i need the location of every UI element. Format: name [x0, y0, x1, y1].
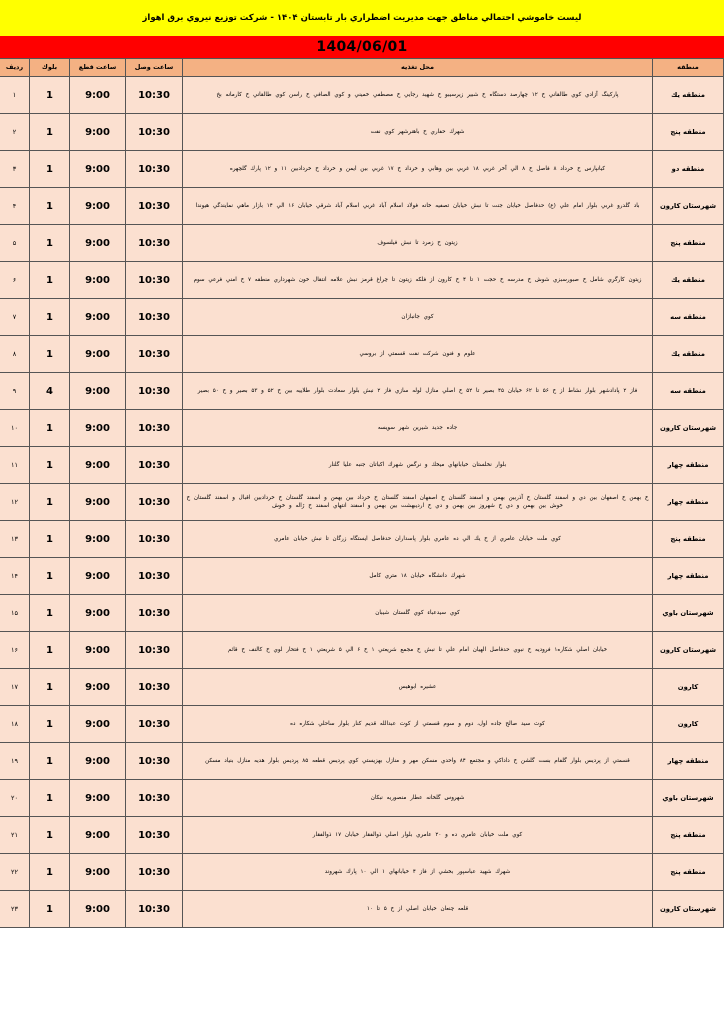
cell-region: شهرستان كارون — [653, 632, 724, 669]
cell-outage-time: 9:00 — [70, 373, 126, 410]
cell-outage-time: 9:00 — [70, 336, 126, 373]
cell-region: منطقه سه — [653, 299, 724, 336]
cell-region: منطقه چهار — [653, 743, 724, 780]
cell-region: منطقه يك — [653, 336, 724, 373]
cell-row-index: ۹ — [0, 373, 30, 410]
cell-location: زيتون كارگري شامل خ صبورسبزي شوش خ مدرسه خ حجت ۱ تا ۴ خ كارون از فلكه زيتون تا چراغ قرمز نبش علامه انتقال خون شهرداري منطقه ۷ خ امني فرعي سوم — [183, 262, 653, 299]
cell-outage-time: 9:00 — [70, 558, 126, 595]
cell-block: 4 — [30, 373, 70, 410]
table-row — [0, 669, 724, 706]
cell-row-index: ۱۵ — [0, 595, 30, 632]
cell-restore-time: 10:30 — [126, 817, 183, 854]
cell-row-index: ۷ — [0, 299, 30, 336]
cell-outage-time: 9:00 — [70, 447, 126, 484]
column-header-radif: رديف — [0, 59, 30, 77]
column-header-vasl: ساعت وصل — [126, 59, 183, 77]
cell-outage-time: 9:00 — [70, 891, 126, 928]
cell-location: فاز ۲ پادادشهر بلوار نشاط از خ ۵۶ تا ۶۲ خيابان ۴۵ بصير تا ۵۲ خ اصلي منازل لوله سازي فاز ۲ نبش بلوار سعادت بلوار طلاييه بين خ ۵۲ و ۵۳ بصير و خ ۵۰ بصير — [183, 373, 653, 410]
cell-outage-time: 9:00 — [70, 299, 126, 336]
cell-restore-time: 10:30 — [126, 262, 183, 299]
cell-region: شهرستان كارون — [653, 891, 724, 928]
cell-region: شهرستان باوي — [653, 595, 724, 632]
cell-row-index: ۱۹ — [0, 743, 30, 780]
cell-block: 1 — [30, 743, 70, 780]
cell-restore-time: 10:30 — [126, 410, 183, 447]
cell-row-index: ۸ — [0, 336, 30, 373]
cell-outage-time: 9:00 — [70, 780, 126, 817]
cell-location: جاده جديد شيرين شهر سويسه — [183, 410, 653, 447]
cell-region: منطقه پنج — [653, 225, 724, 262]
cell-block: 1 — [30, 336, 70, 373]
cell-restore-time: 10:30 — [126, 780, 183, 817]
table-row — [0, 484, 724, 521]
cell-outage-time: 9:00 — [70, 817, 126, 854]
table-row — [0, 521, 724, 558]
cell-block: 1 — [30, 447, 70, 484]
cell-row-index: ۲۳ — [0, 891, 30, 928]
cell-region: كارون — [653, 706, 724, 743]
cell-region: شهرستان كارون — [653, 188, 724, 225]
cell-row-index: ۱۶ — [0, 632, 30, 669]
cell-region: منطقه سه — [653, 373, 724, 410]
cell-row-index: ۱۴ — [0, 558, 30, 595]
cell-region: منطقه يك — [653, 77, 724, 114]
cell-location: علوم و فنون شركت نفت قسمتي از بروسي — [183, 336, 653, 373]
cell-block: 1 — [30, 780, 70, 817]
cell-outage-time: 9:00 — [70, 854, 126, 891]
cell-restore-time: 10:30 — [126, 632, 183, 669]
cell-restore-time: 10:30 — [126, 743, 183, 780]
cell-location: كيانپارس خ خرداد ۸ فاصل خ ۸ الي آخر غربي ۱۸ غربي بين وهابي و خرداد خ ۱۷ غربي بين ايمن و خرداد خ خردادبين ۱۱ و ۱۲ پارك گلچهره — [183, 151, 653, 188]
cell-region: منطقه دو — [653, 151, 724, 188]
cell-row-index: ۲۱ — [0, 817, 30, 854]
cell-region: منطقه يك — [653, 262, 724, 299]
table-row — [0, 336, 724, 373]
cell-outage-time: 9:00 — [70, 743, 126, 780]
cell-restore-time: 10:30 — [126, 854, 183, 891]
table-row — [0, 188, 724, 225]
cell-row-index: ۲ — [0, 114, 30, 151]
cell-outage-time: 9:00 — [70, 225, 126, 262]
cell-restore-time: 10:30 — [126, 77, 183, 114]
cell-region: منطقه پنج — [653, 114, 724, 151]
cell-block: 1 — [30, 595, 70, 632]
cell-location: قلعه چنعان خيابان اصلي از خ ۵ تا ۱۰ — [183, 891, 653, 928]
cell-region: منطقه پنج — [653, 854, 724, 891]
cell-block: 1 — [30, 151, 70, 188]
cell-restore-time: 10:30 — [126, 484, 183, 521]
cell-outage-time: 9:00 — [70, 669, 126, 706]
cell-location: كوت سيد صالح جاده اول، دوم و سوم قسمتي از كوت عبدالله قديم كنار بلوار ساحلي شكاره ده — [183, 706, 653, 743]
cell-location: كوي جانبازان — [183, 299, 653, 336]
cell-block: 1 — [30, 77, 70, 114]
cell-block: 1 — [30, 854, 70, 891]
cell-outage-time: 9:00 — [70, 484, 126, 521]
cell-block: 1 — [30, 114, 70, 151]
table-row — [0, 632, 724, 669]
cell-location: باد گلدرو غربي بلوار امام علي (ع) حدفاصل خيابان جنت تا نبش خيابان تصفيه خانه فولاد اسلام آباد غربي اسلام آباد شرقي خيابان ۱۶ الي ۱۴ بازار ماهي نمايندگي هيوندا — [183, 188, 653, 225]
table-row — [0, 77, 724, 114]
cell-location: كوي سيدعباء كوي گلستان شيبان — [183, 595, 653, 632]
cell-block: 1 — [30, 558, 70, 595]
cell-outage-time: 9:00 — [70, 151, 126, 188]
column-header-mahal: محل تغذيه — [183, 59, 653, 77]
outage-table — [0, 58, 724, 928]
table-row — [0, 595, 724, 632]
table-row — [0, 262, 724, 299]
cell-block: 1 — [30, 225, 70, 262]
table-row — [0, 151, 724, 188]
cell-region: منطقه چهار — [653, 447, 724, 484]
title-banner — [0, 0, 724, 36]
cell-location: كوي ملت خيابان عامري از خ يك الي ده عامري بلوار پاسداران حدفاصل ايستگاه زرگان تا نبش خيابان عامري — [183, 521, 653, 558]
cell-outage-time: 9:00 — [70, 77, 126, 114]
cell-block: 1 — [30, 706, 70, 743]
cell-outage-time: 9:00 — [70, 595, 126, 632]
cell-location: پاركينگ آزادي كوي طالقاني خ ۱۲ چهارصد دستگاه خ شبير زيرسيبو خ شهيد رجايي خ مصطفي خميني و كوي الصافي خ راسن كوي طالقاني خ كارمانه بخ — [183, 77, 653, 114]
cell-restore-time: 10:30 — [126, 336, 183, 373]
cell-region: شهرستان كارون — [653, 410, 724, 447]
cell-row-index: ۱۲ — [0, 484, 30, 521]
cell-restore-time: 10:30 — [126, 151, 183, 188]
table-row — [0, 558, 724, 595]
cell-restore-time: 10:30 — [126, 447, 183, 484]
cell-location: شهرك شهيد عباسپور بخشي از فاز ۴ خيابانهاي ۱ الي ۱۰ پارك شهروند — [183, 854, 653, 891]
table-row — [0, 743, 724, 780]
table-row — [0, 817, 724, 854]
table-row — [0, 706, 724, 743]
cell-location: شهرك دانشگاه خيابان ۱۸ متري كامل — [183, 558, 653, 595]
cell-location: خ بهمن خ اصفهان بين دي و اسفند گلستان خ آذربين بهمن و اسفند گلستان خ اصفهان اسفند گلستان خ خرداد بين بهمن و اسفند گلستان خ خردادبين اقبال و اسفند گلستان خ خوش بين بهمن و دي خ شهروز بين بهمن و دي خ ارديبهشت بين بهمن و اسفند انتهاي اسفند خ ژاله و خوش — [183, 484, 653, 521]
cell-row-index: ۱۱ — [0, 447, 30, 484]
cell-row-index: ۱۷ — [0, 669, 30, 706]
table-body — [0, 77, 724, 928]
cell-row-index: ۵ — [0, 225, 30, 262]
cell-row-index: ۳ — [0, 151, 30, 188]
column-header-mantaghe: منطقه — [653, 59, 724, 77]
page-title: ليست خاموشي احتمالي مناطق جهت مديريت اضطراري بار تابستان ۱۴۰۴ - شركت توزيع نيروي برق اهواز — [142, 13, 582, 23]
table-row — [0, 410, 724, 447]
cell-restore-time: 10:30 — [126, 706, 183, 743]
cell-block: 1 — [30, 299, 70, 336]
table-row — [0, 891, 724, 928]
cell-block: 1 — [30, 262, 70, 299]
cell-restore-time: 10:30 — [126, 595, 183, 632]
cell-block: 1 — [30, 632, 70, 669]
cell-outage-time: 9:00 — [70, 706, 126, 743]
cell-location: شهروس گلخانه عطار منصوريه نبكان — [183, 780, 653, 817]
cell-block: 1 — [30, 188, 70, 225]
cell-location: بلوار نخلستان خيابانهاي ميخك و نرگس شهرك اكباتان جنبه عليا گلنار — [183, 447, 653, 484]
cell-row-index: ۲۲ — [0, 854, 30, 891]
cell-row-index: ۱۰ — [0, 410, 30, 447]
cell-location: كوي ملت خيابان عامري ده و ۲۰ عامري بلوار اصلي ذوالفقار خيابان ۱۷ ذوالفقار — [183, 817, 653, 854]
cell-outage-time: 9:00 — [70, 410, 126, 447]
cell-block: 1 — [30, 817, 70, 854]
cell-location: زيتون خ زمرد تا نبش فيلسوف — [183, 225, 653, 262]
cell-region: منطقه پنج — [653, 817, 724, 854]
schedule-date: 1404/06/01 — [316, 39, 408, 55]
cell-restore-time: 10:30 — [126, 669, 183, 706]
cell-restore-time: 10:30 — [126, 891, 183, 928]
cell-row-index: ۱ — [0, 77, 30, 114]
cell-outage-time: 9:00 — [70, 521, 126, 558]
table-header-row — [0, 59, 724, 77]
cell-region: شهرستان باوي — [653, 780, 724, 817]
table-header — [0, 59, 724, 77]
cell-restore-time: 10:30 — [126, 188, 183, 225]
cell-block: 1 — [30, 484, 70, 521]
table-row — [0, 447, 724, 484]
date-banner — [0, 36, 724, 58]
column-header-blok: بلوك — [30, 59, 70, 77]
cell-region: منطقه چهار — [653, 484, 724, 521]
cell-block: 1 — [30, 521, 70, 558]
table-row — [0, 780, 724, 817]
cell-location: خيابان اصلي شكاره۱ فروديه خ نبوي حدفاصل الهيان امام علي تا نبش خ مجمع شريعتي ۱ خ ۶ الي ۵ شريعتي ۱ خ فتحار لوي خ كالنف خ قائم — [183, 632, 653, 669]
cell-row-index: ۴ — [0, 188, 30, 225]
column-header-ghat: ساعت قطع — [70, 59, 126, 77]
cell-outage-time: 9:00 — [70, 632, 126, 669]
cell-row-index: ۱۳ — [0, 521, 30, 558]
cell-restore-time: 10:30 — [126, 558, 183, 595]
cell-outage-time: 9:00 — [70, 262, 126, 299]
cell-restore-time: 10:30 — [126, 373, 183, 410]
cell-block: 1 — [30, 891, 70, 928]
cell-location: قسمتي از پرديس بلوار گلفام بست گلشن خ داداكي و مجتمع ۸۴ واحدي مسكن مهر و منازل بهزيستي كوي پرديس قطعه ۸۵ پرديس بلوار هديه منازل بنياد مسكن — [183, 743, 653, 780]
cell-location: شهرك حفاري خ باهنرشهر كوي نفت — [183, 114, 653, 151]
cell-outage-time: 9:00 — [70, 188, 126, 225]
cell-restore-time: 10:30 — [126, 225, 183, 262]
cell-block: 1 — [30, 410, 70, 447]
cell-region: منطقه چهار — [653, 558, 724, 595]
cell-restore-time: 10:30 — [126, 114, 183, 151]
table-row — [0, 373, 724, 410]
table-row — [0, 299, 724, 336]
cell-row-index: ۱۸ — [0, 706, 30, 743]
cell-block: 1 — [30, 669, 70, 706]
table-row — [0, 114, 724, 151]
cell-outage-time: 9:00 — [70, 114, 126, 151]
cell-location: عشيره ابوهيس — [183, 669, 653, 706]
table-row — [0, 225, 724, 262]
cell-region: كارون — [653, 669, 724, 706]
cell-row-index: ۲۰ — [0, 780, 30, 817]
table-row — [0, 854, 724, 891]
cell-restore-time: 10:30 — [126, 521, 183, 558]
cell-restore-time: 10:30 — [126, 299, 183, 336]
cell-row-index: ۶ — [0, 262, 30, 299]
cell-region: منطقه پنج — [653, 521, 724, 558]
